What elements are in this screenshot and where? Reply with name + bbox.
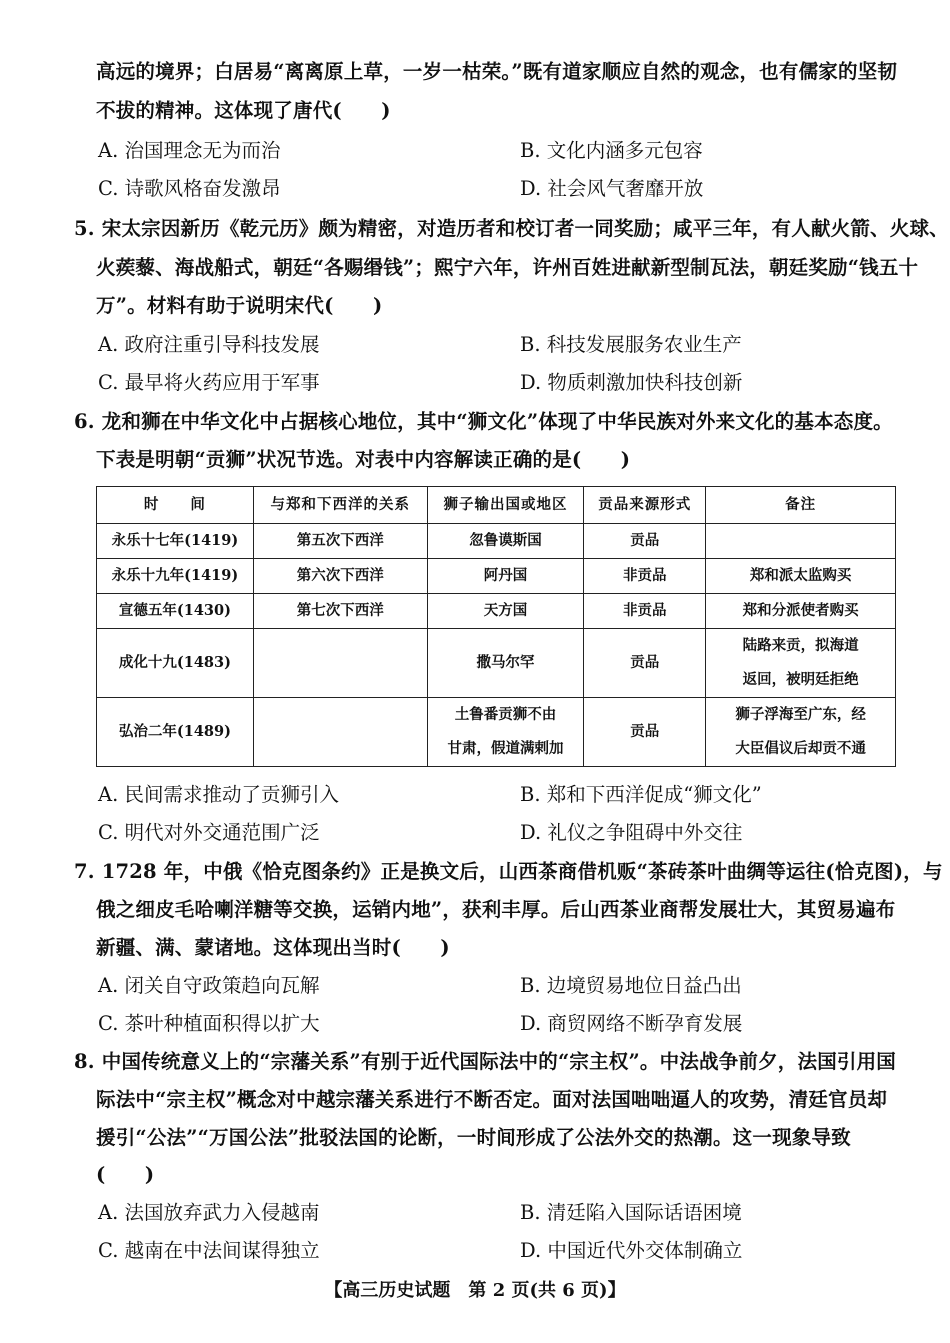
cell-source: 非贡品 bbox=[584, 594, 706, 629]
cell-time: 永乐十七年(1419) bbox=[97, 524, 254, 559]
q8-option-c[interactable]: C. 越南在中法间谋得独立 bbox=[98, 1239, 320, 1262]
cell-relation bbox=[253, 698, 427, 767]
cell-time: 永乐十九年(1419) bbox=[97, 559, 254, 594]
header-origin: 狮子输出国或地区 bbox=[427, 487, 584, 524]
q5-stem-line-1: 5. 宋太宗因新历《乾元历》颇为精密，对造历者和校订者一同奖励；咸平三年，有人献火箭、火球、 bbox=[74, 217, 949, 240]
q4-stem-line-2: 不拔的精神。这体现了唐代( ) bbox=[96, 99, 391, 122]
cell-notes-line-2: 大臣倡议后却贡不通 bbox=[735, 740, 866, 757]
cell-source: 贡品 bbox=[584, 629, 706, 698]
q4-option-b[interactable]: B. 文化内涵多元包容 bbox=[520, 139, 703, 162]
cell-origin-line-2: 甘肃，假道满剌加 bbox=[447, 740, 564, 757]
cell-source: 非贡品 bbox=[584, 559, 706, 594]
q4-option-a[interactable]: A. 治国理念无为而治 bbox=[98, 139, 281, 162]
cell-relation: 第六次下西洋 bbox=[253, 559, 427, 594]
q6-stem-line-1: 6. 龙和狮在中华文化中占据核心地位，其中“狮文化”体现了中华民族对外来文化的基本态度。 bbox=[74, 410, 893, 433]
cell-origin: 撒马尔罕 bbox=[427, 629, 584, 698]
cell-notes-line-1: 狮子浮海至广东，经 bbox=[735, 706, 866, 723]
q6-option-a[interactable]: A. 民间需求推动了贡狮引入 bbox=[98, 783, 339, 806]
tribute-lion-table bbox=[96, 486, 896, 767]
cell-notes-line-1: 陆路来贡，拟海道 bbox=[742, 637, 859, 654]
q5-option-a[interactable]: A. 政府注重引导科技发展 bbox=[98, 333, 320, 356]
q7-option-a[interactable]: A. 闭关自守政策趋向瓦解 bbox=[98, 974, 320, 997]
cell-notes: 郑和派太监购买 bbox=[706, 559, 896, 594]
cell-notes bbox=[706, 629, 896, 698]
cell-time: 成化十九(1483) bbox=[97, 629, 254, 698]
cell-notes bbox=[706, 698, 896, 767]
q8-option-b[interactable]: B. 清廷陷入国际话语困境 bbox=[520, 1201, 742, 1224]
q8-stem-line-1: 8. 中国传统意义上的“宗藩关系”有别于近代国际法中的“宗主权”。中法战争前夕，法国引用国 bbox=[74, 1050, 897, 1073]
q6-option-d[interactable]: D. 礼仪之争阻碍中外交往 bbox=[520, 821, 743, 844]
table-row bbox=[97, 629, 896, 698]
cell-notes-line-2: 返回，被明廷拒绝 bbox=[742, 671, 859, 688]
cell-source: 贡品 bbox=[584, 524, 706, 559]
q8-stem-line-3: 援引“公法”“万国公法”批驳法国的论断，一时间形成了公法外交的热潮。这一现象导致 bbox=[96, 1126, 851, 1149]
q6-option-b[interactable]: B. 郑和下西洋促成“狮文化” bbox=[520, 783, 762, 806]
q7-option-d[interactable]: D. 商贸网络不断孕育发展 bbox=[520, 1012, 743, 1035]
q8-stem-line-2: 际法中“宗主权”概念对中越宗藩关系进行不断否定。面对法国咄咄逼人的攻势，清廷官员却 bbox=[96, 1088, 888, 1111]
cell-time: 弘治二年(1489) bbox=[97, 698, 254, 767]
q7-stem-line-3: 新疆、满、蒙诸地。这体现出当时( ) bbox=[96, 936, 450, 959]
q5-option-d[interactable]: D. 物质刺激加快科技创新 bbox=[520, 371, 743, 394]
cell-origin: 阿丹国 bbox=[427, 559, 584, 594]
q4-option-d[interactable]: D. 社会风气奢靡开放 bbox=[520, 177, 704, 200]
table-row bbox=[97, 698, 896, 767]
header-time: 时 间 bbox=[97, 487, 254, 524]
table-row bbox=[97, 524, 896, 559]
q6-option-c[interactable]: C. 明代对外交通范围广泛 bbox=[98, 821, 320, 844]
cell-origin-line-1: 土鲁番贡狮不由 bbox=[454, 706, 557, 723]
q5-stem-line-2: 火蒺藜、海战船式，朝廷“各赐缗钱”；熙宁六年，许州百姓进献新型制瓦法，朝廷奖励“钱五十 bbox=[96, 256, 919, 279]
q7-option-c[interactable]: C. 茶叶种植面积得以扩大 bbox=[98, 1012, 320, 1035]
q8-option-a[interactable]: A. 法国放弃武力入侵越南 bbox=[98, 1201, 320, 1224]
q8-stem-line-4: ( ) bbox=[96, 1163, 155, 1186]
q7-option-b[interactable]: B. 边境贸易地位日益凸出 bbox=[520, 974, 742, 997]
q4-stem-line-1: 高远的境界；白居易“离离原上草，一岁一枯荣。”既有道家顺应自然的观念，也有儒家的坚韧 bbox=[96, 60, 898, 83]
cell-origin: 天方国 bbox=[427, 594, 584, 629]
cell-notes bbox=[706, 524, 896, 559]
q7-stem-line-2: 俄之细皮毛哈喇洋糖等交换，运销内地”，获利丰厚。后山西茶业商帮发展壮大，其贸易遍布 bbox=[96, 898, 896, 921]
page-footer: 【高三历史试题 第 2 页(共 6 页)】 bbox=[324, 1280, 626, 1301]
q5-option-c[interactable]: C. 最早将火药应用于军事 bbox=[98, 371, 320, 394]
header-notes: 备注 bbox=[706, 487, 896, 524]
table-row bbox=[97, 559, 896, 594]
q6-stem-line-2: 下表是明朝“贡狮”状况节选。对表中内容解读正确的是( ) bbox=[96, 448, 631, 471]
cell-source: 贡品 bbox=[584, 698, 706, 767]
cell-origin: 忽鲁谟斯国 bbox=[427, 524, 584, 559]
header-source: 贡品来源形式 bbox=[584, 487, 706, 524]
q7-stem-line-1: 7. 1728 年，中俄《恰克图条约》正是换文后，山西茶商借机贩“茶砖茶叶曲绸等运往(恰克图)，与 bbox=[74, 860, 943, 883]
table-row bbox=[97, 594, 896, 629]
cell-time: 宣德五年(1430) bbox=[97, 594, 254, 629]
q5-stem-line-3: 万”。材料有助于说明宋代( ) bbox=[96, 294, 383, 317]
q4-option-c[interactable]: C. 诗歌风格奋发激昂 bbox=[98, 177, 281, 200]
cell-relation bbox=[253, 629, 427, 698]
q5-option-b[interactable]: B. 科技发展服务农业生产 bbox=[520, 333, 742, 356]
q8-option-d[interactable]: D. 中国近代外交体制确立 bbox=[520, 1239, 743, 1262]
cell-relation: 第五次下西洋 bbox=[253, 524, 427, 559]
table-header-row bbox=[97, 487, 896, 524]
header-relation: 与郑和下西洋的关系 bbox=[253, 487, 427, 524]
cell-origin bbox=[427, 698, 584, 767]
cell-relation: 第七次下西洋 bbox=[253, 594, 427, 629]
cell-notes: 郑和分派使者购买 bbox=[706, 594, 896, 629]
